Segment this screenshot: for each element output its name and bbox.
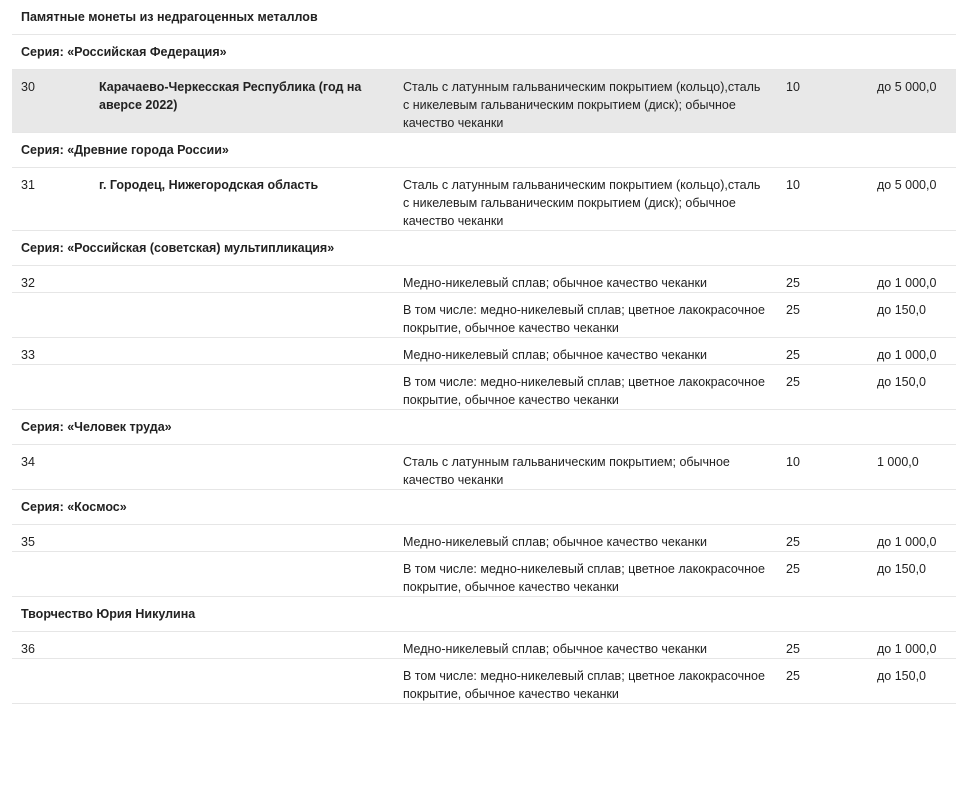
coins-table xyxy=(12,0,956,704)
coin-number: 30 xyxy=(12,70,90,133)
coin-row xyxy=(12,632,956,659)
coin-denomination: 10 xyxy=(777,168,868,231)
coin-number xyxy=(12,293,90,338)
series-row xyxy=(12,490,956,525)
coin-row xyxy=(12,659,956,704)
coin-row xyxy=(12,70,956,133)
series-row xyxy=(12,410,956,445)
coin-name xyxy=(90,293,394,338)
coin-number xyxy=(12,552,90,597)
coin-material: В том числе: медно-никелевый сплав; цветное лакокрасочное покрытие, обычное качество чеканки xyxy=(394,552,777,597)
coin-row xyxy=(12,293,956,338)
coin-number: 36 xyxy=(12,632,90,659)
series-row xyxy=(12,231,956,266)
coin-number: 34 xyxy=(12,445,90,490)
coin-name: Карачаево-Черкесская Республика (год на аверсе 2022) xyxy=(90,70,394,133)
series-title: Серия: «Древние города России» xyxy=(12,133,956,168)
coin-mintage: до 5 000,0 xyxy=(868,168,956,231)
coin-material: Сталь с латунным гальваническим покрытием (кольцо),сталь с никелевым гальваническим покрытием (диск); обычное качество чеканки xyxy=(394,168,777,231)
coin-mintage: до 1 000,0 xyxy=(868,266,956,293)
coin-material: Медно-никелевый сплав; обычное качество чеканки xyxy=(394,525,777,552)
series-title: Серия: «Российская Федерация» xyxy=(12,35,956,70)
coin-row xyxy=(12,338,956,365)
coin-mintage: 1 000,0 xyxy=(868,445,956,490)
coin-denomination: 25 xyxy=(777,525,868,552)
coin-row xyxy=(12,168,956,231)
series-title: Серия: «Космос» xyxy=(12,490,956,525)
coin-denomination: 25 xyxy=(777,293,868,338)
coin-row xyxy=(12,365,956,410)
coin-material: Медно-никелевый сплав; обычное качество чеканки xyxy=(394,632,777,659)
coin-material: Сталь с латунным гальваническим покрытием; обычное качество чеканки xyxy=(394,445,777,490)
coin-denomination: 25 xyxy=(777,338,868,365)
coin-denomination: 25 xyxy=(777,365,868,410)
coin-denomination: 25 xyxy=(777,552,868,597)
coin-mintage: до 1 000,0 xyxy=(868,632,956,659)
coin-name xyxy=(90,632,394,659)
coin-name xyxy=(90,445,394,490)
coin-denomination: 25 xyxy=(777,632,868,659)
coin-mintage: до 150,0 xyxy=(868,293,956,338)
series-row xyxy=(12,35,956,70)
coin-name xyxy=(90,525,394,552)
coin-name xyxy=(90,266,394,293)
series-title: Серия: «Российская (советская) мультипликация» xyxy=(12,231,956,266)
series-row xyxy=(12,597,956,632)
coin-material: Медно-никелевый сплав; обычное качество чеканки xyxy=(394,338,777,365)
coin-denomination: 25 xyxy=(777,266,868,293)
coin-number: 31 xyxy=(12,168,90,231)
coin-name: г. Городец, Нижегородская область xyxy=(90,168,394,231)
coin-mintage: до 150,0 xyxy=(868,365,956,410)
coin-mintage: до 1 000,0 xyxy=(868,338,956,365)
series-title: Серия: «Человек труда» xyxy=(12,410,956,445)
coin-number xyxy=(12,659,90,704)
coin-denomination: 10 xyxy=(777,70,868,133)
series-title: Творчество Юрия Никулина xyxy=(12,597,956,632)
coin-name xyxy=(90,552,394,597)
coin-number: 32 xyxy=(12,266,90,293)
coin-row xyxy=(12,445,956,490)
coin-material: Медно-никелевый сплав; обычное качество чеканки xyxy=(394,266,777,293)
coin-name xyxy=(90,365,394,410)
coin-name xyxy=(90,338,394,365)
coin-mintage: до 150,0 xyxy=(868,552,956,597)
coin-row xyxy=(12,552,956,597)
coin-material: Сталь с латунным гальваническим покрытием (кольцо),сталь с никелевым гальваническим покрытием (диск); обычное качество чеканки xyxy=(394,70,777,133)
coins-table-body xyxy=(12,0,956,704)
coin-number xyxy=(12,365,90,410)
coin-mintage: до 1 000,0 xyxy=(868,525,956,552)
coin-number: 35 xyxy=(12,525,90,552)
coin-name xyxy=(90,659,394,704)
series-row xyxy=(12,133,956,168)
coin-material: В том числе: медно-никелевый сплав; цветное лакокрасочное покрытие, обычное качество чеканки xyxy=(394,293,777,338)
section-title-row xyxy=(12,0,956,35)
coin-row xyxy=(12,266,956,293)
coin-mintage: до 5 000,0 xyxy=(868,70,956,133)
coin-material: В том числе: медно-никелевый сплав; цветное лакокрасочное покрытие, обычное качество чеканки xyxy=(394,659,777,704)
coin-denomination: 25 xyxy=(777,659,868,704)
coin-material: В том числе: медно-никелевый сплав; цветное лакокрасочное покрытие, обычное качество чеканки xyxy=(394,365,777,410)
coin-number: 33 xyxy=(12,338,90,365)
coin-mintage: до 150,0 xyxy=(868,659,956,704)
coin-row xyxy=(12,525,956,552)
coin-denomination: 10 xyxy=(777,445,868,490)
section-title: Памятные монеты из недрагоценных металлов xyxy=(12,0,956,35)
